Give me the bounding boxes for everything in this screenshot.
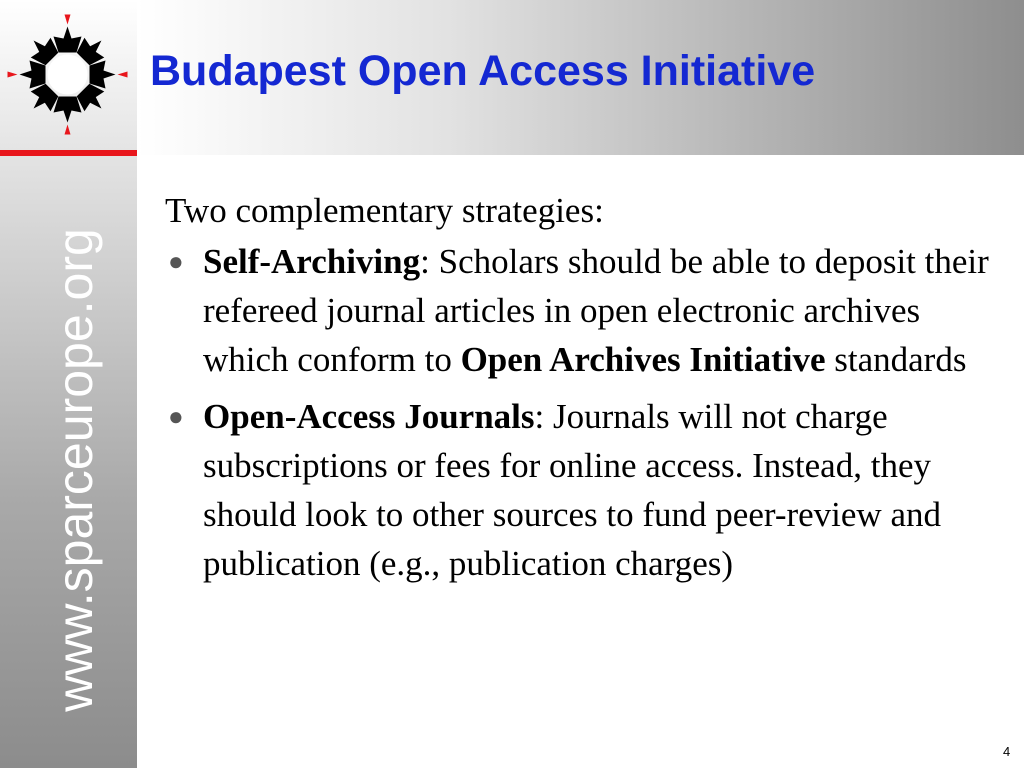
side-url-text: www.sparceurope.org	[47, 228, 103, 712]
slide-body	[165, 186, 995, 596]
bullet-term: Open Archives Initiative	[460, 340, 826, 379]
sparc-europe-logo	[5, 12, 130, 137]
bullet-text: : Scholars should be able to deposit their refereed journal articles in open electronic archives which conform to	[203, 242, 989, 379]
bullet-text: standards	[825, 340, 967, 379]
bullet-open-access-journals	[165, 392, 995, 588]
slide-title: Budapest Open Access Initiative	[150, 47, 816, 95]
bullet-dot-icon: ●	[168, 247, 184, 276]
red-accent-bar	[0, 150, 137, 156]
sidebar	[0, 0, 137, 768]
bullet-text: : Journals will not charge subscriptions or fees for online access. Instead, they should look to other sources to fund peer-review and publication (e.g., publication charges)	[203, 397, 941, 583]
bullet-term: Open-Access Journals	[203, 397, 535, 436]
page-number: 4	[1003, 744, 1011, 759]
bullet-dot-icon: ●	[168, 402, 184, 431]
bullet-term: Self-Archiving	[203, 242, 421, 281]
bullet-self-archiving	[165, 237, 995, 384]
intro-text: Two complementary strategies:	[165, 191, 604, 230]
